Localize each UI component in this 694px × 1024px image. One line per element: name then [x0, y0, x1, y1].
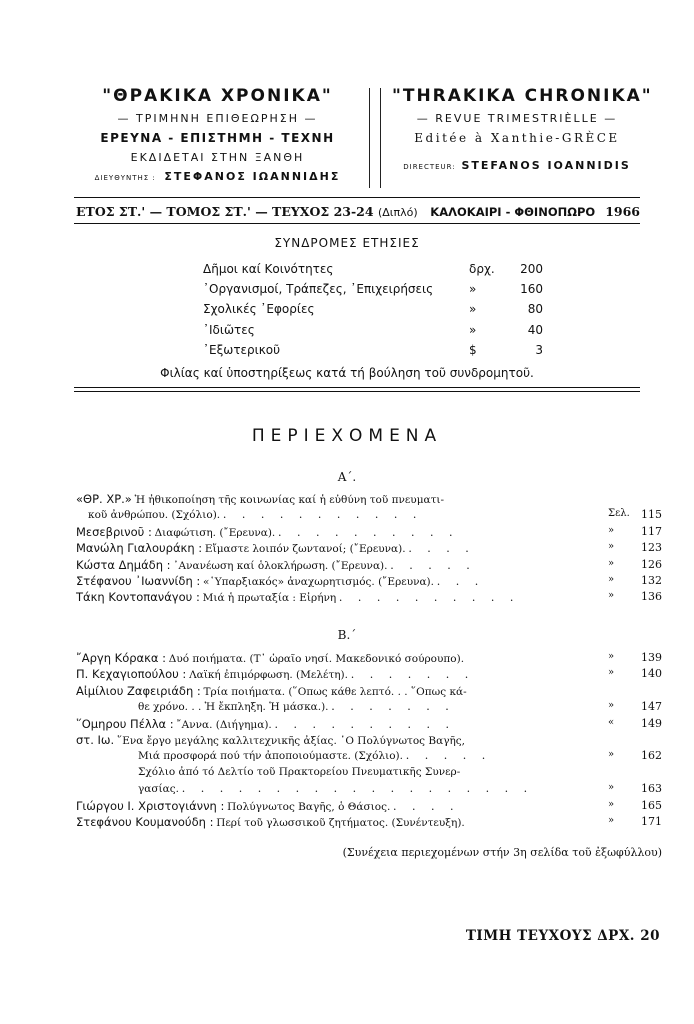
journal-place-greek: ΕΚΔΙΔΕΤΑΙ ΣΤΗΝ ΞΑΝΘΗ [130, 151, 305, 164]
toc-page: 139 [641, 651, 662, 664]
subscription-value: 3 [535, 342, 543, 357]
toc-page: 132 [641, 573, 662, 587]
masthead-divider [369, 88, 381, 188]
issue-line [76, 204, 640, 222]
contents-heading: ΠΕΡΙΕΧΟΜΕΝΑ [251, 426, 443, 446]
toc-author: Στέφανου ᾿Ιωαννίδη : [76, 573, 201, 588]
toc-entry: γασίας. . . . . . . . . . . . . . . . . . . . » 163 [138, 782, 662, 796]
toc-entry: ῞Ομηρου Πέλλα : ῎Αννα. (Διήγημα). . . . . . . . . . . « 149 [76, 716, 662, 731]
toc-title: ῞Ενα ἔργο μεγάλης καλλιτεχνικῆς ἀξίας. ῾Ο Πολύγνωτος Βαγῆς, [116, 734, 465, 747]
toc-entry: Στέφανου ᾿Ιωαννίδη : «῾Υπαρξιακός» ἀναχωρητισμός. (῎Ερευνα). . . . » 132 [76, 573, 662, 588]
toc-page: 165 [641, 798, 662, 812]
contents-section-a [76, 492, 662, 607]
issue-year: 1966 [605, 204, 640, 219]
subscription-value: 80 [527, 302, 543, 317]
director-latin [392, 159, 642, 172]
journal-subtitle-latin: — REVUE TRIMESTRIÈLLE — [416, 112, 618, 125]
toc-entry [76, 766, 662, 782]
subscription-value: 40 [527, 322, 543, 337]
subscription-value: 160 [520, 282, 543, 297]
toc-page: 162 [641, 749, 662, 763]
journal-topics-greek: ΕΡΕΥΝΑ - ΕΠΙΣΤΗΜΗ - ΤΕΧΝΗ [100, 131, 335, 145]
toc-author: στ. Ιω. [76, 732, 115, 747]
masthead [0, 86, 694, 190]
toc-entry [76, 684, 662, 700]
toc-title: Μιά προσφορά πού τήν ἀποποιούμαστε. (Σχόλιο). [138, 750, 403, 763]
subscription-row [203, 282, 543, 302]
toc-page-mark: » [608, 798, 615, 810]
toc-title: γασίας. [138, 783, 179, 796]
toc-page-mark: » [608, 782, 615, 794]
toc-page-mark: » [608, 667, 615, 679]
masthead-greek [75, 86, 360, 183]
subscriptions-heading: ΣΥΝΔΡΟΜΕΣ ΕΤΗΣΙΕΣ [274, 236, 420, 250]
toc-page-mark: » [608, 524, 615, 536]
rule-top [74, 197, 640, 198]
issue-season: ΚΑΛΟΚΑΙΡΙ - ΦΘΙΝΟΠΩΡΟ [430, 205, 596, 219]
subscription-value: 200 [520, 262, 543, 276]
toc-page-mark: » [608, 557, 615, 569]
subscription-unit: » [469, 282, 477, 297]
toc-title: Ἡ ἠθικοποίηση τῆς κοινωνίας καί ἡ εὐθύνη τοῦ πνευματι- [134, 494, 445, 506]
toc-page-mark: » [608, 651, 615, 662]
toc-page-mark: » [608, 590, 615, 602]
toc-author: ῎Αργη Κόρακα : [76, 651, 167, 665]
toc-entry [76, 492, 662, 508]
toc-page: 140 [641, 667, 662, 681]
toc-author: ῞Ομηρου Πέλλα : [76, 716, 174, 731]
contents-section-b [76, 651, 662, 831]
director-label-latin: DIRECTEUR: [403, 163, 456, 171]
journal-title-latin: "THRAKIKA CHRONIKA" [392, 86, 653, 106]
subscription-unit: $ [469, 342, 477, 357]
toc-title: «῾Υπαρξιακός» ἀναχωρητισμός. (῎Ερευνα). [203, 575, 434, 588]
toc-page: 147 [641, 700, 662, 714]
rule-subs-2 [74, 391, 640, 392]
masthead-latin [392, 86, 653, 172]
subscription-unit: δρχ. [469, 262, 495, 276]
toc-page: 115 [641, 508, 662, 522]
toc-title: Λαϊκή ἐπιμόρφωση. (Μελέτη). [189, 669, 348, 682]
contents-continuation-note: (Συνέχεια περιεχομένων στήν 3η σελίδα τοῦ ἐξωφύλλου) [342, 846, 662, 859]
section-a-heading: Α΄. [337, 470, 357, 484]
toc-title: Δυό ποιήματα. (Τ᾿ ὡραῖο νησί. Μακεδονικό σούρουπο). [168, 653, 465, 665]
subscriptions-table [203, 262, 543, 363]
toc-page-mark: » [608, 541, 615, 553]
toc-author: «ΘΡ. ΧΡ.» [76, 492, 132, 506]
subscription-row [203, 343, 543, 363]
toc-page: 171 [641, 814, 662, 828]
toc-title: Μιά ἡ πρωταξία : Εἰρήνη [202, 592, 337, 605]
subscription-row [203, 323, 543, 343]
subscriptions-note: Φιλίας καί ὑποστηρίξεως κατά τή βούληση τοῦ συνδρομητοῦ. [160, 366, 534, 380]
rule-issue [74, 223, 640, 224]
toc-entry: Μεσεβρινοῦ : Διαφώτιση. (῎Ερευνα). . . . . . . . . . . » 117 [76, 524, 662, 539]
toc-page: 126 [641, 557, 662, 571]
subscription-label: Δῆμοι καί Κοινότητες [203, 262, 334, 276]
toc-author: Τάκη Κοντοπανάγου : [76, 590, 200, 605]
subscription-unit: » [469, 302, 477, 317]
toc-title: Πολύγνωτος Βαγῆς, ὁ Θάσιος. [227, 800, 391, 813]
toc-author: Γιώργου Ι. Χριστογιάννη : [76, 798, 225, 813]
director-label-greek: ΔΙΕΥΘΥΝΤΗΣ : [94, 174, 156, 182]
toc-title: κοῦ ἀνθρώπου. (Σχόλιο). [88, 509, 221, 522]
toc-entry [76, 815, 662, 831]
director-name-greek: ΣΤΕΦΑΝΟΣ ΙΩΑΝΝΙΔΗΣ [164, 170, 341, 183]
toc-author: Στεφάνου Κουμανούδη : [76, 814, 214, 829]
journal-title-greek: "ΘΡΑΚΙΚΑ ΧΡΟΝΙΚΑ" [102, 86, 333, 106]
issue-double: (Διπλό) [377, 206, 418, 219]
toc-entry: Μανώλη Γιαλουράκη : Εἴμαστε λοιπόν ζωντανοί; (῎Ερευνα). . . . . » 123 [76, 541, 662, 556]
director-name-latin: STEFANOS IOANNIDIS [461, 159, 631, 172]
toc-author: Κώστα Δημάδη : [76, 557, 171, 572]
toc-entry: Γιώργου Ι. Χριστογιάννη : Πολύγνωτος Βαγῆς, ὁ Θάσιος. . . . . » 165 [76, 798, 662, 813]
subscription-row [203, 262, 543, 282]
toc-entry [76, 733, 662, 749]
subscription-label: Σχολικές ᾿Εφορίες [203, 302, 315, 317]
toc-title: Τρία ποιήματα. (῞Οπως κάθε λεπτό. . . ῞Οπως κά- [203, 685, 467, 698]
toc-entry: θε χρόνο. . . Ἡ ἔκπληξη. Ἡ μάσκα.). . . . . . . . » 147 [138, 700, 662, 714]
toc-page-mark: « [608, 716, 615, 728]
director-greek [75, 170, 360, 183]
journal-subtitle-greek: — ΤΡΙΜΗΝΗ ΕΠΙΘΕΩΡΗΣΗ — [117, 112, 318, 125]
toc-page: 136 [641, 590, 662, 604]
subscription-row [203, 302, 543, 322]
issue-price: ΤΙΜΗ ΤΕΥΧΟΥΣ ΔΡΧ. 20 [465, 928, 660, 944]
subscription-label: ᾿Ιδιῶτες [203, 322, 255, 337]
issue-date [430, 204, 640, 219]
toc-page-mark: » [608, 700, 615, 712]
toc-entry [76, 651, 662, 667]
toc-title: Περί τοῦ γλωσσικοῦ ζητήματος. (Συνέντευξη). [216, 816, 465, 829]
toc-title: Σχόλιο ἀπό τό Δελτίο τοῦ Πρακτορείου Πνευματικῆς Συνερ- [138, 765, 461, 778]
subscription-unit: » [469, 322, 477, 337]
toc-entry: Π. Κεχαγιοπούλου : Λαϊκή ἐπιμόρφωση. (Μελέτη). . . . . . . . » 140 [76, 667, 662, 682]
toc-title: Διαφώτιση. (῎Ερευνα). [154, 526, 276, 539]
toc-title: θε χρόνο. . . Ἡ ἔκπληξη. Ἡ μάσκα.). [138, 701, 329, 714]
journal-place-latin: Editée à Xanthie-GRÈCE [414, 131, 620, 145]
toc-page-mark: Σελ. [608, 508, 630, 520]
toc-page-mark: » [608, 573, 615, 585]
toc-title: ῎Αννα. (Διήγημα). [176, 718, 272, 731]
toc-author: Αἰμίλιου Ζαφειριάδη : [76, 683, 201, 698]
toc-page-mark: » [608, 814, 615, 826]
toc-title: Εἴμαστε λοιπόν ζωντανοί; (῎Ερευνα). [204, 543, 406, 556]
toc-page: 123 [641, 541, 662, 555]
toc-entry: Μιά προσφορά πού τήν ἀποποιούμαστε. (Σχόλιο). . . . . . » 162 [138, 749, 662, 763]
toc-page-mark: » [608, 749, 615, 761]
toc-page: 117 [641, 524, 662, 538]
toc-author: Μανώλη Γιαλουράκη : [76, 541, 203, 556]
toc-entry: κοῦ ἀνθρώπου. (Σχόλιο). . . . . . . . . . . . Σελ. 115 [88, 508, 662, 522]
issue-volume: ΕΤΟΣ ΣΤ.' — ΤΟΜΟΣ ΣΤ.' — ΤΕΥΧΟΣ 23-24 [76, 204, 374, 219]
subscription-label: ᾿Οργανισμοί, Τράπεζες, ᾿Επιχειρήσεις [203, 282, 434, 297]
toc-author: Π. Κεχαγιοπούλου : [76, 667, 187, 682]
toc-title: ᾿Ανανέωση καί ὁλοκλήρωση. (῎Ερευνα). [173, 559, 388, 572]
toc-page: 163 [641, 782, 662, 796]
section-b-heading: Β.΄ [337, 628, 357, 642]
toc-page: 149 [641, 716, 662, 730]
toc-entry: Τάκη Κοντοπανάγου : Μιά ἡ πρωταξία : Εἰρήνη . . . . . . . . . . » 136 [76, 590, 662, 605]
subscription-label: ᾿Εξωτερικοῦ [203, 342, 281, 357]
toc-author: Μεσεβρινοῦ : [76, 524, 152, 539]
rule-subs-1 [74, 387, 640, 388]
toc-entry: Κώστα Δημάδη : ᾿Ανανέωση καί ὁλοκλήρωση. (῎Ερευνα). . . . . . » 126 [76, 557, 662, 572]
